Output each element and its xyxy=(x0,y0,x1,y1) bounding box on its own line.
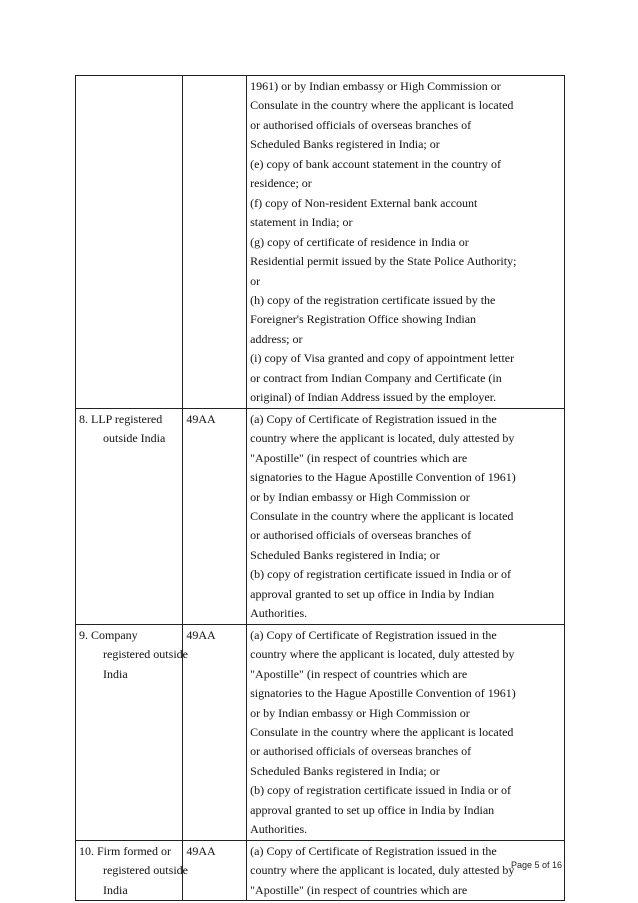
form-number-cell xyxy=(183,76,247,409)
entity-name-line: registered outside xyxy=(103,863,188,878)
document-text-line: (f) copy of Non-resident External bank account xyxy=(250,195,478,210)
document-text-line: or authorised officials of overseas branches of xyxy=(250,528,472,543)
document-text-line: Consulate in the country where the applicant is located xyxy=(250,508,514,523)
document-text-line: "Apostille" (in respect of countries which are xyxy=(250,450,468,465)
document-text-line: country where the applicant is located, duly attested by xyxy=(250,863,515,878)
entity-name-line: outside India xyxy=(103,431,166,446)
document-text-line: Authorities. xyxy=(250,822,308,837)
table-row xyxy=(76,840,565,900)
document-text-line: or by Indian embassy or High Commission or xyxy=(250,705,470,720)
document-text-line: signatories to the Hague Apostille Convention of 1961) xyxy=(250,470,516,485)
document-text-line: or authorised officials of overseas branches of xyxy=(250,744,472,759)
document-text-line: or contract from Indian Company and Certificate (in xyxy=(250,370,502,385)
table-row xyxy=(76,624,565,840)
document-text-line: Scheduled Banks registered in India; or xyxy=(250,137,440,152)
document-text-line: original) of Indian Address issued by the employer. xyxy=(250,390,497,405)
document-text-line: Residential permit issued by the State Police Authority; xyxy=(250,254,517,269)
form-number-cell: 49AA xyxy=(183,624,247,840)
document-text-line: statement in India; or xyxy=(250,215,353,230)
document-text-line: country where the applicant is located, duly attested by xyxy=(250,647,515,662)
document-text-line: (b) copy of registration certificate issued in India or of xyxy=(250,783,512,798)
form-number-cell: 49AA xyxy=(183,840,247,900)
table-row xyxy=(76,408,565,624)
entity-name-line: registered outside xyxy=(103,647,188,662)
document-text-line: approval granted to set up office in India by Indian xyxy=(250,802,495,817)
document-text-line: country where the applicant is located, duly attested by xyxy=(250,431,515,446)
documents-cell xyxy=(247,624,565,840)
entity-name-first-line: 8. LLP registered xyxy=(79,411,163,426)
document-text-line: (a) Copy of Certificate of Registration issued in the xyxy=(250,843,497,858)
form-number-cell: 49AA xyxy=(183,408,247,624)
documents-cell xyxy=(247,840,565,900)
documents-table xyxy=(75,75,565,901)
entity-cell xyxy=(76,840,188,900)
entity-name-first-line: 10. Firm formed or xyxy=(79,843,171,858)
entity-name-first-line: 9. Company xyxy=(79,627,138,642)
document-text-line: (a) Copy of Certificate of Registration issued in the xyxy=(250,627,497,642)
document-text-line: 1961) or by Indian embassy or High Commission or xyxy=(250,79,501,93)
table-row xyxy=(76,76,565,409)
document-text-line: address; or xyxy=(250,331,303,346)
entity-name-line: India xyxy=(103,666,128,681)
document-text-line: Foreigner's Registration Office showing Indian xyxy=(250,312,477,327)
document-text-line: (g) copy of certificate of residence in India or xyxy=(250,234,469,249)
document-text-line: signatories to the Hague Apostille Convention of 1961) xyxy=(250,686,516,701)
page-number: Page 5 of 16 xyxy=(510,860,562,870)
entity-name-line: India xyxy=(103,882,128,897)
documents-cell xyxy=(247,408,565,624)
document-text-line: (e) copy of bank account statement in the country of xyxy=(250,156,502,171)
document-text-line: (b) copy of registration certificate issued in India or of xyxy=(250,567,512,582)
document-text-line: or authorised officials of overseas branches of xyxy=(250,117,472,132)
document-text-line: or xyxy=(250,273,261,288)
document-text-line: "Apostille" (in respect of countries which are xyxy=(250,882,468,897)
entity-cell xyxy=(76,76,183,409)
document-text-line: Consulate in the country where the applicant is located xyxy=(250,98,514,113)
document-text-line: "Apostille" (in respect of countries which are xyxy=(250,666,468,681)
document-text-line: (a) Copy of Certificate of Registration issued in the xyxy=(250,411,497,426)
document-text-line: (h) copy of the registration certificate issued by the xyxy=(250,292,496,307)
document-text-line: Authorities. xyxy=(250,606,308,621)
entity-cell xyxy=(76,624,188,840)
document-text-line: or by Indian embassy or High Commission or xyxy=(250,489,470,504)
document-text-line: Scheduled Banks registered in India; or xyxy=(250,547,440,562)
documents-cell xyxy=(247,76,565,409)
document-text-line: approval granted to set up office in India by Indian xyxy=(250,586,495,601)
document-text-line: (i) copy of Visa granted and copy of appointment letter xyxy=(250,351,515,366)
document-text-line: Consulate in the country where the applicant is located xyxy=(250,724,514,739)
document-text-line: Scheduled Banks registered in India; or xyxy=(250,763,440,778)
table-body xyxy=(76,76,565,901)
entity-cell xyxy=(76,408,183,624)
document-text-line: residence; or xyxy=(250,176,312,191)
